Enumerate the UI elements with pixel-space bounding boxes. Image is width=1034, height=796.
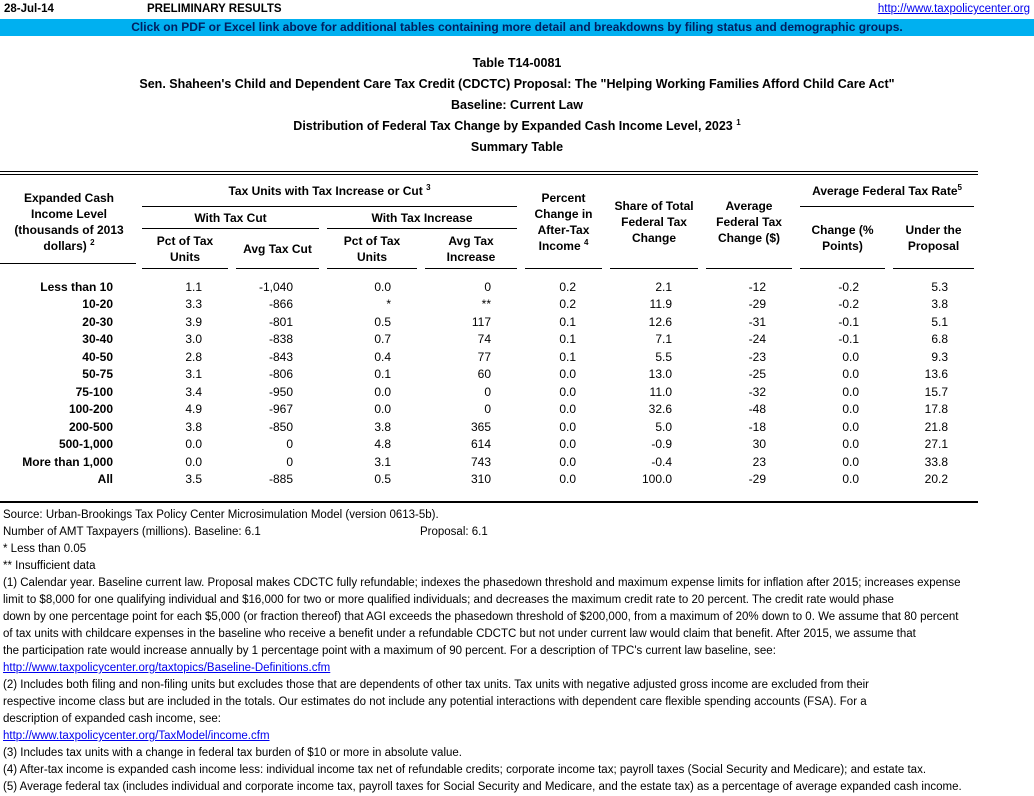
value-cell: -967: [268, 402, 293, 417]
footnote-line: (5) Average federal tax (includes individual and corporate income tax, payroll taxes for Social Security and Medicare, and the estate tax) as a percentage of average expanded cash income.: [3, 781, 962, 793]
value-cell: 0.5: [374, 472, 391, 487]
table-body: [0, 269, 978, 488]
value-cell: 1.1: [185, 279, 202, 294]
value-cell: 0: [484, 402, 492, 417]
subgroup-header-with-tax-increase: With Tax Increase: [323, 207, 521, 229]
value-cell: 117: [471, 314, 492, 329]
footnote-ref-1: 1: [736, 117, 741, 127]
value-cell: 0.0: [559, 437, 577, 452]
value-cell: -25: [748, 367, 767, 382]
table-row: [0, 278, 978, 296]
value-cell: 0.4: [374, 349, 391, 364]
value-cell: 11.9: [649, 297, 673, 312]
col-header-income-level: Expanded Cash Income Level (thousands of 2013 dollars) $^2$: [0, 175, 138, 269]
value-cell: 0.0: [842, 384, 860, 399]
income-level-cell: 500-1,000: [58, 437, 113, 452]
table-row: [0, 418, 978, 436]
value-cell: 614: [470, 437, 492, 452]
value-cell: -0.2: [838, 279, 860, 294]
value-cell: 0.0: [559, 384, 577, 399]
baseline-title: Baseline: Current Law: [451, 98, 583, 112]
value-cell: -48: [748, 402, 767, 417]
value-cell: -29: [748, 472, 767, 487]
value-cell: 0.0: [374, 279, 391, 294]
value-cell: 15.7: [924, 384, 949, 399]
value-cell: -1,040: [258, 279, 293, 294]
value-cell: 3.8: [374, 419, 391, 434]
value-cell: 13.6: [924, 367, 949, 382]
value-cell: -850: [268, 419, 293, 434]
amt-taxpayers-line: Number of AMT Taxpayers (millions). Baseline: 6.1 Proposal: 6.1: [3, 524, 1034, 541]
income-level-cell: 30-40: [82, 332, 113, 347]
table-bottom-rule: [0, 501, 978, 503]
asterisk-note: * Less than 0.05: [3, 543, 87, 555]
value-cell: 0: [286, 437, 293, 452]
group-header-tax-units: Tax Units with Tax Increase or Cut $^3$: [138, 175, 521, 207]
footnotes: [3, 575, 1034, 796]
value-cell: 12.6: [648, 314, 673, 329]
distribution-title: Distribution of Federal Tax Change by Expanded Cash Income Level, 2023 $^1$: [293, 117, 741, 133]
value-cell: 0.0: [842, 437, 860, 452]
amt-proposal-value: Proposal: 6.1: [420, 526, 488, 538]
value-cell: 0.0: [185, 454, 202, 469]
value-cell: 0: [286, 454, 293, 469]
footnote-link-line: [3, 728, 1034, 745]
value-cell: -0.9: [651, 437, 673, 452]
value-cell: 27.1: [924, 437, 949, 452]
col-header-pct-tax-units-cut: Pct of Tax Units: [138, 229, 232, 269]
value-cell: **: [481, 297, 492, 312]
table-row: [0, 366, 978, 384]
value-cell: -801: [268, 314, 293, 329]
value-cell: 0.5: [374, 314, 391, 329]
footnote-line: (2) Includes both filing and non-filing units but excludes those that are dependents of other tax units. Tax units with negative adjusted gross income are excluded from their: [3, 679, 869, 691]
value-cell: -0.1: [838, 314, 860, 329]
table-row: [0, 313, 978, 331]
double-asterisk-note: ** Insufficient data: [3, 560, 96, 572]
value-cell: 9.3: [931, 349, 949, 364]
footnote-line: respective income class but are included in the totals. Our estimates do not include any potential interactions with dependent care flexible spending accounts (FSA). For a: [3, 696, 867, 708]
value-cell: 0: [484, 384, 492, 399]
value-cell: -29: [748, 297, 767, 312]
value-cell: -0.2: [838, 297, 860, 312]
income-level-cell: 75-100: [75, 384, 113, 399]
value-cell: 0.0: [842, 419, 860, 434]
value-cell: 0.2: [559, 279, 577, 294]
table-header: [0, 175, 978, 269]
income-level-cell: 200-500: [68, 419, 113, 434]
value-cell: 17.8: [924, 402, 949, 417]
col-header-pct-tax-units-increase: Pct of Tax Units: [323, 229, 421, 269]
taxpolicycenter-link[interactable]: http://www.taxpolicycenter.org: [877, 3, 1030, 15]
value-cell: -24: [748, 332, 767, 347]
value-cell: 0.0: [842, 349, 860, 364]
value-cell: 6.8: [931, 332, 949, 347]
table-number-title: Table T14-0081: [472, 56, 562, 70]
footnote-line: description of expanded cash income, see:: [3, 713, 221, 725]
value-cell: -838: [268, 332, 293, 347]
value-cell: 310: [470, 472, 492, 487]
report-date: 28-Jul-14: [4, 3, 54, 15]
table-row: [0, 348, 978, 366]
value-cell: 3.4: [185, 384, 202, 399]
value-cell: 2.1: [655, 279, 673, 294]
footnote-line: (1) Calendar year. Baseline current law. Proposal makes CDCTC fully refundable; indexes the phasedown threshold and maximum expense limits for inflation after 2015; increases expense: [3, 577, 961, 589]
value-cell: 60: [477, 367, 492, 382]
income-level-cell: 100-200: [68, 402, 113, 417]
value-cell: 3.5: [185, 472, 202, 487]
value-cell: 11.0: [649, 384, 673, 399]
summary-table-wrap: [0, 171, 978, 503]
value-cell: 3.0: [185, 332, 202, 347]
value-cell: 0.7: [374, 332, 391, 347]
value-cell: 0.0: [559, 454, 577, 469]
table-row: [0, 296, 978, 314]
income-level-cell: 10-20: [82, 297, 113, 312]
value-cell: 365: [470, 419, 492, 434]
footer-block: [0, 507, 1034, 796]
value-cell: 0.1: [559, 349, 577, 364]
value-cell: 5.1: [931, 314, 949, 329]
value-cell: -950: [268, 384, 293, 399]
table-row: [0, 436, 978, 454]
value-cell: 0.0: [842, 454, 860, 469]
value-cell: 743: [470, 454, 492, 469]
table-row: [0, 383, 978, 401]
value-cell: -866: [268, 297, 293, 312]
value-cell: 0.0: [559, 367, 577, 382]
value-cell: 0.0: [185, 437, 202, 452]
value-cell: 0.2: [559, 297, 577, 312]
value-cell: -0.1: [838, 332, 860, 347]
value-cell: -806: [268, 367, 293, 382]
income-level-cell: Less than 10: [40, 279, 113, 294]
footnote-line: of tax units with childcare expenses in the baseline who receive a benefit under a refundable CDCTC but not under current law would claim that benefit. After 2015, we assume that: [3, 628, 916, 640]
value-cell: 0: [484, 279, 492, 294]
footnote-line: (4) After-tax income is expanded cash income less: individual income tax net of refundable credits; corporate income tax; payroll taxes (Social Security and Medicare); and estate tax.: [3, 764, 927, 776]
value-cell: 3.3: [185, 297, 202, 312]
value-cell: -0.4: [651, 454, 673, 469]
value-cell: 4.8: [374, 437, 391, 452]
value-cell: 0.0: [842, 472, 860, 487]
value-cell: 0.0: [374, 384, 391, 399]
col-header-avg-tax-increase: Avg Tax Increase: [421, 229, 521, 269]
col-header-avg-federal-tax-change: Average Federal Tax Change ($): [702, 175, 796, 269]
value-cell: -18: [748, 419, 767, 434]
footnote-ref-3: 3: [426, 183, 431, 192]
value-cell: -843: [268, 349, 293, 364]
value-cell: 3.1: [374, 454, 391, 469]
income-level-cell: 20-30: [82, 314, 113, 329]
value-cell: -12: [748, 279, 767, 294]
income-level-cell: 50-75: [82, 367, 113, 382]
value-cell: 100.0: [641, 472, 673, 487]
income-level-cell: All: [97, 472, 113, 487]
value-cell: 0.0: [559, 402, 577, 417]
value-cell: 30: [752, 437, 767, 452]
footnote-line: (3) Includes tax units with a change in federal tax burden of $10 or more in absolute value.: [3, 747, 462, 759]
table-row: [0, 453, 978, 471]
footnote-line: the participation rate would increase annually by 1 percentage point with a maximum of 90 percent. For a description of TPC's current law baseline, see:: [3, 645, 776, 657]
value-cell: 3.8: [185, 419, 202, 434]
value-cell: 0.0: [374, 402, 391, 417]
value-cell: 74: [477, 332, 492, 347]
value-cell: 0.0: [559, 472, 577, 487]
income-level-cell: More than 1,000: [22, 454, 113, 469]
summary-table-title: Summary Table: [470, 140, 564, 154]
proposal-title: Sen. Shaheen's Child and Dependent Care Tax Credit (CDCTC) Proposal: The "Helping Working Families Afford Child Care Act": [139, 77, 895, 91]
preliminary-results-label: PRELIMINARY RESULTS: [147, 3, 282, 15]
value-cell: 7.1: [655, 332, 673, 347]
value-cell: 20.2: [924, 472, 949, 487]
value-cell: -885: [268, 472, 293, 487]
value-cell: 3.9: [185, 314, 202, 329]
table-row: [0, 471, 978, 489]
footnote-ref-5: 5: [957, 183, 962, 192]
value-cell: 2.8: [185, 349, 202, 364]
value-cell: 33.8: [924, 454, 949, 469]
footnote-ref-2: 2: [90, 238, 95, 247]
income-level-cell: 40-50: [82, 349, 113, 364]
value-cell: 23: [752, 454, 767, 469]
value-cell: 5.3: [931, 279, 949, 294]
col-header-change-pct-points: Change (% Points): [796, 207, 889, 269]
value-cell: 0.0: [842, 367, 860, 382]
summary-table: [0, 175, 978, 488]
top-bar: [0, 0, 1034, 19]
subgroup-header-with-tax-cut: With Tax Cut: [138, 207, 323, 229]
value-cell: 3.8: [931, 297, 949, 312]
col-header-share-of-total: Share of Total Federal Tax Change: [606, 175, 702, 269]
table-row: [0, 401, 978, 419]
value-cell: 0.0: [842, 402, 860, 417]
footnote-line: limit to $8,000 for one qualifying individual and $16,000 for two or more qualified individuals; and decreases the maximum credit rate to 20 percent. The credit rate would phase: [3, 594, 894, 606]
value-cell: 13.0: [648, 367, 673, 382]
value-cell: 4.9: [185, 402, 202, 417]
col-header-avg-tax-cut: Avg Tax Cut: [232, 229, 323, 269]
footnote-link-line: [3, 660, 1034, 677]
value-cell: 0.1: [559, 314, 577, 329]
value-cell: 0.0: [559, 419, 577, 434]
footnote-link[interactable]: http://www.taxpolicycenter.org/TaxModel/income.cfm: [3, 730, 270, 742]
value-cell: 5.5: [655, 349, 673, 364]
value-cell: 0.1: [374, 367, 391, 382]
value-cell: 32.6: [648, 402, 673, 417]
footnote-link[interactable]: http://www.taxpolicycenter.org/taxtopics/Baseline-Definitions.cfm: [3, 662, 331, 674]
value-cell: -23: [748, 349, 767, 364]
value-cell: 3.1: [185, 367, 202, 382]
footnote-line: down by one percentage point for each $5,000 (or fraction thereof) that AGI exceeds the phasedown threshold of $200,000, from a maximum of 20% down to 0. We assume that 80 percent: [3, 611, 959, 623]
value-cell: 0.1: [559, 332, 577, 347]
col-header-under-the-proposal: Under the Proposal: [889, 207, 978, 269]
value-cell: -32: [748, 384, 767, 399]
value-cell: 77: [477, 349, 492, 364]
table-row: [0, 331, 978, 349]
info-banner: Click on PDF or Excel link above for additional tables containing more detail and breakdowns by filing status and demographic groups.: [0, 19, 1034, 36]
value-cell: 5.0: [655, 419, 673, 434]
col-header-pct-change-after-tax-income: Percent Change in After-Tax Income $^4$: [521, 175, 606, 269]
value-cell: 21.8: [924, 419, 949, 434]
value-cell: -31: [748, 314, 767, 329]
value-cell: *: [386, 297, 391, 312]
title-block: [0, 53, 1034, 158]
group-header-avg-federal-tax-rate: Average Federal Tax Rate$^5$: [796, 175, 978, 207]
footnote-ref-4: 4: [583, 238, 589, 247]
source-line: Source: Urban-Brookings Tax Policy Center Microsimulation Model (version 0613-5b).: [3, 509, 439, 521]
